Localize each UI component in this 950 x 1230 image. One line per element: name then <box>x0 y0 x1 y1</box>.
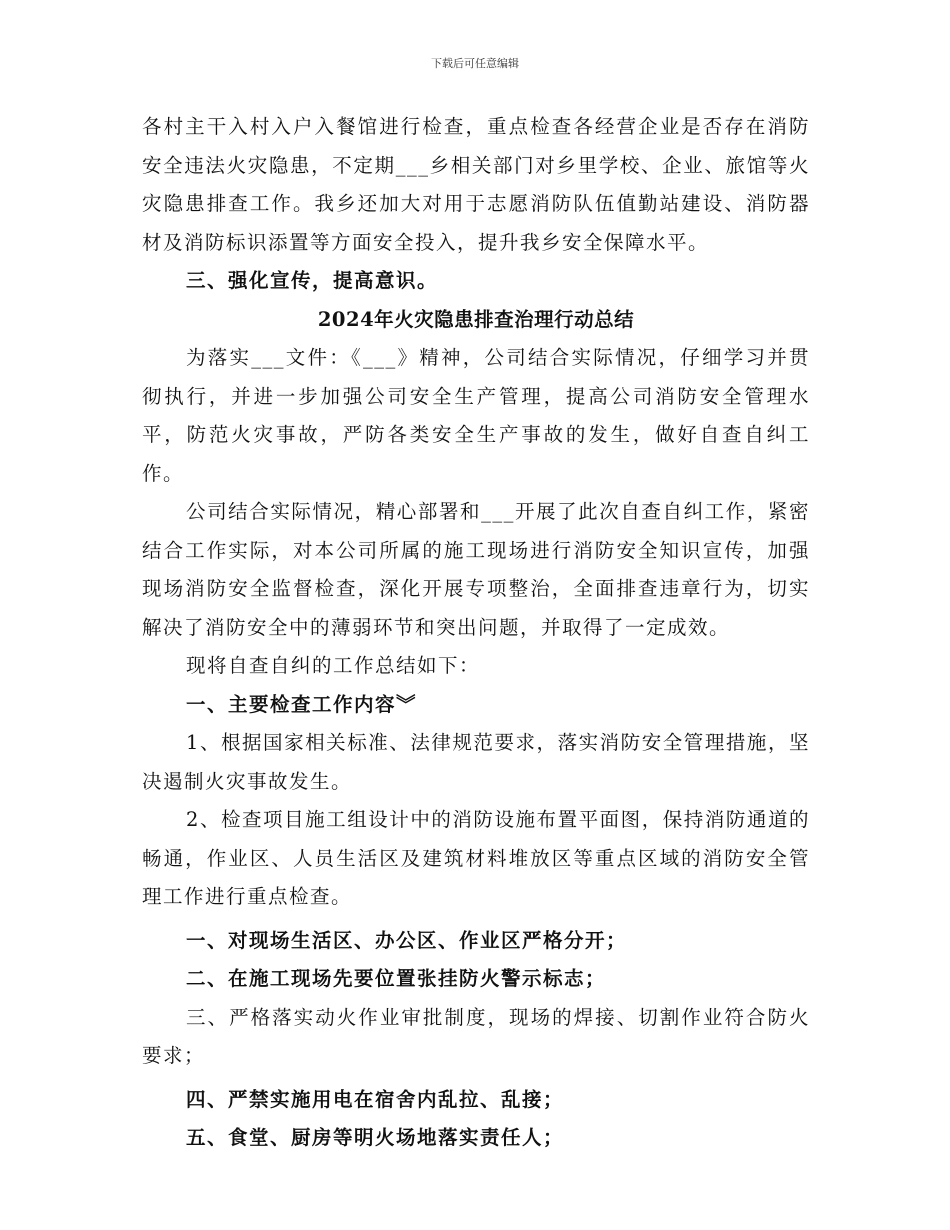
paragraph-item-2: 2、检查项目施工组设计中的消防设施布置平面图，保持消防通道的畅通，作业区、人员生活区及建筑材料堆放区等重点区域的消防安全管理工作进行重点检查。 <box>142 808 810 908</box>
heading-strengthen-publicity: 三、强化宣传，提高意识。 <box>186 269 439 292</box>
heading-kitchen-responsibility: 五、食堂、厨房等明火场地落实责任人； <box>186 1126 565 1149</box>
paragraph-implementation: 为落实___文件：《___》精神，公司结合实际情况，仔细学习并贯彻执行，并进一步加强公司安全生产管理，提高公司消防安全管理水平，防范火灾事故，严防各类安全生产事故的发生，做好自查自纠工作。 <box>142 346 810 485</box>
document-body <box>142 108 810 1158</box>
paragraph-summary-intro: 现将自查自纠的工作总结如下： <box>186 654 481 677</box>
heading-electricity-ban: 四、严禁实施用电在宿舍内乱拉、乱接； <box>186 1087 565 1111</box>
paragraph-hot-work-approval: 三、严格落实动火作业审批制度，现场的焊接、切割作业符合防火要求； <box>142 1005 810 1067</box>
paragraph-item-1: 1、根据国家相关标准、法律规范要求，落实消防安全管理措施，坚决遏制火灾事故发生。 <box>142 731 810 793</box>
paragraph-village-inspection: 各村主干入村入户入餐馆进行检查，重点检查各经营企业是否存在消防安全违法火灾隐患，不定期___乡相关部门对乡里学校、企业、旅馆等火灾隐患排查工作。我乡还加大对用于志愿消防队伍值勤站建设、消防器材及消防标识添置等方面安全投入，提升我乡安全保障水平。 <box>142 115 810 254</box>
document-title: 2024年火灾隐患排查治理行动总结 <box>317 307 635 331</box>
heading-warning-signs: 二、在施工现场先要位置张挂防火警示标志； <box>186 967 607 990</box>
heading-main-inspection-content: 一、主要检查工作内容︾ <box>186 692 418 716</box>
heading-separate-areas: 一、对现场生活区、办公区、作业区严格分开； <box>186 928 628 952</box>
paragraph-self-inspection: 公司结合实际情况，精心部署和___开展了此次自查自纠工作，紧密结合工作实际，对本公司所属的施工现场进行消防安全知识宣传，加强现场消防安全监督检查，深化开展专项整治，全面排查违章行为，切实解决了消防安全中的薄弱环节和突出问题，并取得了一定成效。 <box>142 500 810 639</box>
page-header-note: 下载后可任意编辑 <box>431 57 519 70</box>
